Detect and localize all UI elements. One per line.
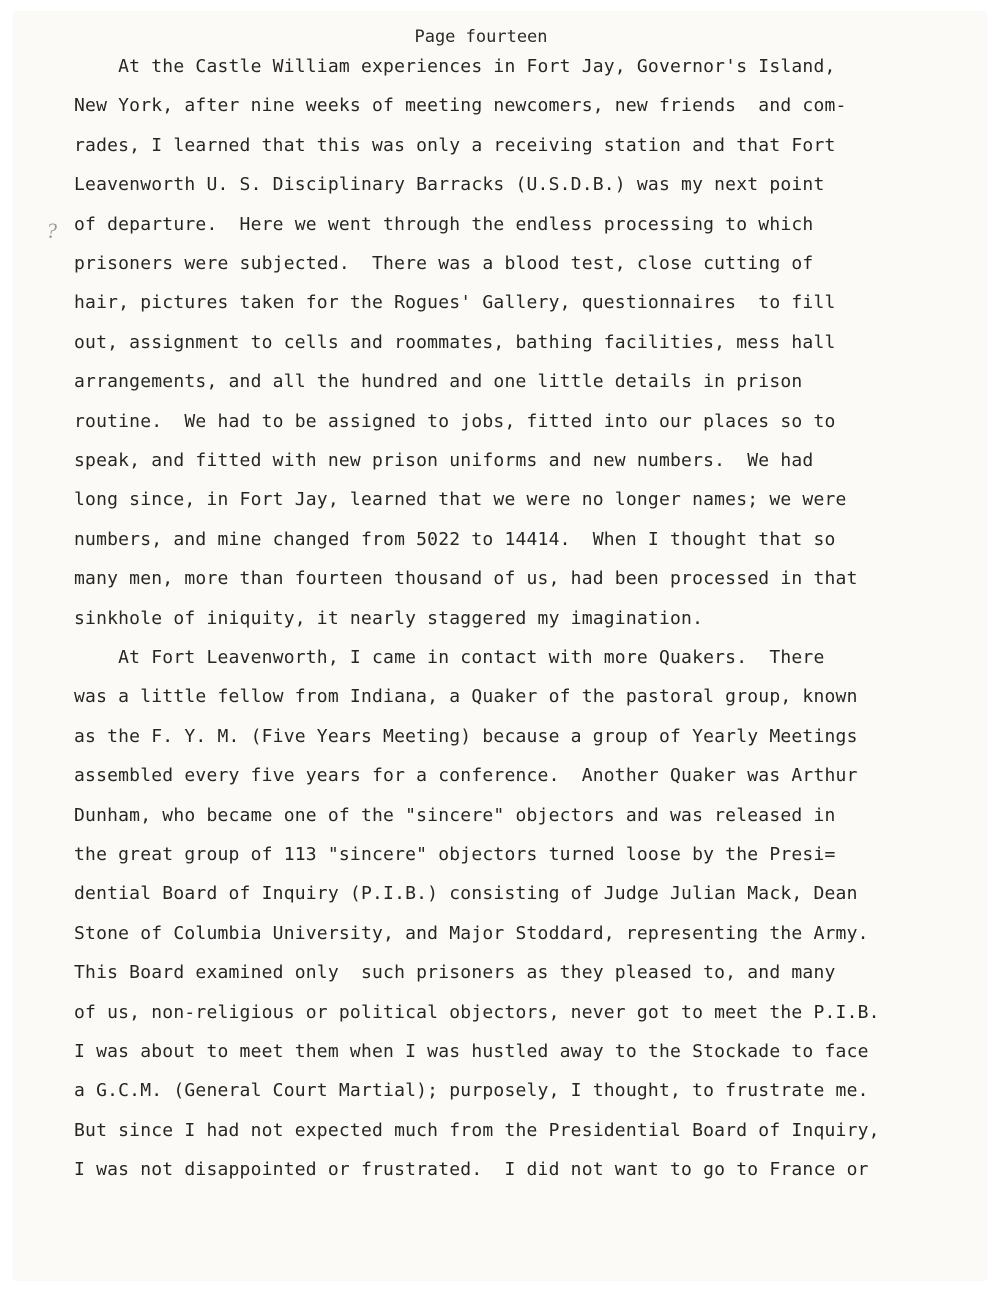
text-line: At Fort Leavenworth, I came in contact with more Quakers. There: [74, 647, 825, 668]
text-line: dential Board of Inquiry (P.I.B.) consisting of Judge Julian Mack, Dean: [74, 883, 858, 905]
text-line: was a little fellow from Indiana, a Quaker of the pastoral group, known: [74, 686, 858, 708]
text-line: I was not disappointed or frustrated. I did not want to go to France or: [74, 1159, 869, 1181]
text-line: of departure. Here we went through the endless processing to which: [74, 213, 814, 235]
text-line: New York, after nine weeks of meeting newcomers, new friends and com-: [74, 95, 847, 117]
text-line: many men, more than fourteen thousand of us, had been processed in that: [74, 568, 858, 590]
text-line: long since, in Fort Jay, learned that we were no longer names; we were: [74, 489, 847, 511]
text-line: rades, I learned that this was only a receiving station and that Fort: [74, 134, 836, 156]
text-line: I was about to meet them when I was hustled away to the Stockade to face: [74, 1041, 869, 1062]
text-line: But since I had not expected much from the Presidential Board of Inquiry,: [74, 1119, 880, 1141]
text-line: hair, pictures taken for the Rogues' Gallery, questionnaires to fill: [74, 292, 836, 314]
text-line: a G.C.M. (General Court Martial); purposely, I thought, to frustrate me.: [74, 1080, 869, 1102]
text-line: sinkhole of iniquity, it nearly staggered my imagination.: [74, 607, 704, 629]
text-line: Stone of Columbia University, and Major Stoddard, representing the Army.: [74, 922, 869, 944]
text-line: out, assignment to cells and roommates, bathing facilities, mess hall: [74, 331, 836, 353]
typewritten-page: [14, 12, 986, 1280]
text-line: This Board examined only such prisoners as they pleased to, and many: [74, 962, 836, 984]
text-line: speak, and fitted with new prison uniforms and new numbers. We had: [74, 450, 814, 471]
handwritten-question-mark: ?: [46, 218, 57, 243]
text-line: of us, non-religious or political objectors, never got to meet the P.I.B.: [74, 1001, 880, 1023]
text-line: Leavenworth U. S. Disciplinary Barracks (U.S.D.B.) was my next point: [74, 174, 825, 196]
text-line: assembled every five years for a conference. Another Quaker was Arthur: [74, 765, 858, 787]
text-line: arrangements, and all the hundred and one little details in prison: [74, 371, 803, 393]
page-title: Page fourteen: [414, 27, 548, 47]
text-line: At the Castle William experiences in Fort Jay, Governor's Island,: [74, 56, 836, 77]
text-line: prisoners were subjected. There was a blood test, close cutting of: [74, 253, 814, 274]
text-line: numbers, and mine changed from 5022 to 14414. When I thought that so: [74, 528, 836, 550]
text-line: Dunham, who became one of the "sincere" objectors and was released in: [74, 804, 836, 826]
text-line: the great group of 113 "sincere" objectors turned loose by the Presi=: [74, 844, 836, 865]
text-line: routine. We had to be assigned to jobs, fitted into our places so to: [74, 410, 836, 432]
text-line: as the F. Y. M. (Five Years Meeting) because a group of Yearly Meetings: [74, 725, 858, 747]
